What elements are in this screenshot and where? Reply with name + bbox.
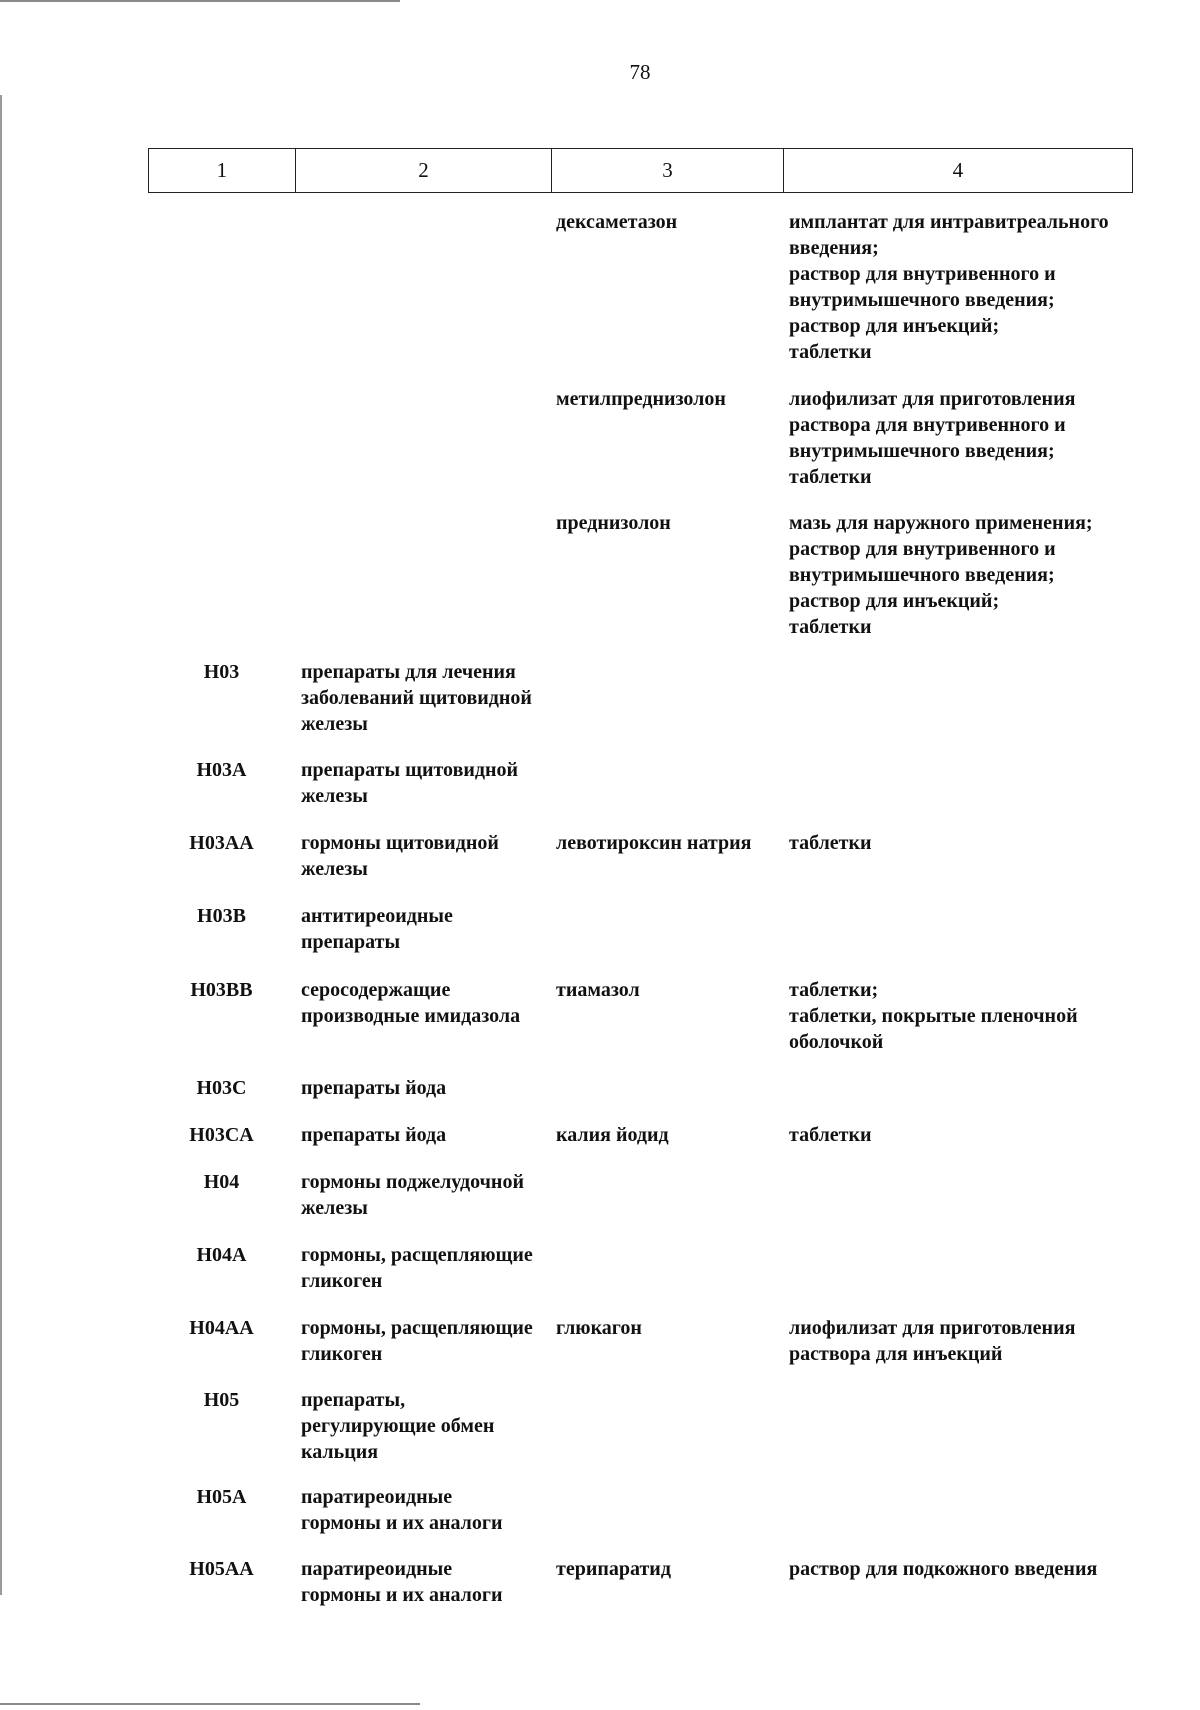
header-col-2: 2 [296, 149, 552, 192]
page-number: 78 [629, 60, 651, 84]
atc-code: H03AA [189, 832, 254, 854]
atc-code: H04AA [189, 1317, 254, 1339]
atc-code: H03B [197, 905, 246, 927]
pharm-group: препараты йода [301, 1077, 447, 1099]
pharm-group: антитиреоидные препараты [301, 905, 453, 953]
drug-name: левотироксин натрия [556, 832, 752, 854]
dosage-forms: лиофилизат для приготовления раствора для внутривенного и внутримышечного введения; таблетки [789, 388, 1076, 488]
atc-code: H04 [203, 1171, 240, 1193]
scan-edge-bottom [0, 1703, 420, 1705]
pharm-group: гормоны щитовидной железы [301, 832, 499, 880]
drug-name: преднизолон [556, 512, 671, 534]
header-col-3: 3 [552, 149, 784, 192]
header-col-4: 4 [952, 158, 964, 182]
dosage-forms: таблетки [789, 1124, 872, 1146]
atc-code: H05 [203, 1389, 240, 1411]
dosage-forms: раствор для подкожного введения [789, 1558, 1098, 1580]
scan-edge-top [0, 0, 400, 2]
pharm-group: гормоны, расщепляющие гликоген [301, 1317, 533, 1365]
dosage-forms: мазь для наружного применения; раствор для внутривенного и внутримышечного введения; раствор для инъекций; таблетки [789, 512, 1093, 638]
pharm-group: гормоны поджелудочной железы [301, 1171, 524, 1219]
atc-code: H04A [196, 1244, 247, 1266]
drug-name: дексаметазон [556, 211, 678, 233]
drug-name: терипаратид [556, 1558, 671, 1580]
drug-name: глюкагон [556, 1317, 642, 1339]
dosage-forms: таблетки; таблетки, покрытые пленочной оболочкой [789, 979, 1078, 1053]
dosage-forms: имплантат для интравитреального введения; раствор для внутривенного и внутримышечного введения; раствор для инъекций; таблетки [789, 211, 1109, 363]
pharm-group: серосодержащие производные имидазола [301, 979, 521, 1027]
atc-code: H03BB [190, 979, 253, 1001]
pharm-group: паратиреоидные гормоны и их аналоги [301, 1558, 503, 1606]
drug-name: калия йодид [556, 1124, 669, 1146]
atc-code: H03A [196, 759, 247, 781]
pharm-group: препараты для лечения заболеваний щитовидной железы [301, 661, 532, 735]
drug-name: тиамазол [556, 979, 640, 1001]
atc-code: H03CA [189, 1124, 254, 1146]
atc-code: H03 [203, 661, 240, 683]
scan-edge-left [0, 95, 2, 1595]
dosage-forms: лиофилизат для приготовления раствора для инъекций [789, 1317, 1076, 1365]
pharm-group: препараты, регулирующие обмен кальция [301, 1389, 495, 1463]
pharm-group: препараты йода [301, 1124, 447, 1146]
atc-code: H05A [196, 1486, 247, 1508]
pharm-group: паратиреоидные гормоны и их аналоги [301, 1486, 503, 1534]
table-header [148, 148, 1133, 193]
atc-code: H05AA [189, 1558, 254, 1580]
dosage-forms: таблетки [789, 832, 872, 854]
atc-code: H03C [196, 1077, 247, 1099]
drug-name: метилпреднизолон [556, 388, 726, 410]
header-col-1: 1 [149, 149, 296, 192]
pharm-group: препараты щитовидной железы [301, 759, 519, 807]
pharm-group: гормоны, расщепляющие гликоген [301, 1244, 533, 1292]
